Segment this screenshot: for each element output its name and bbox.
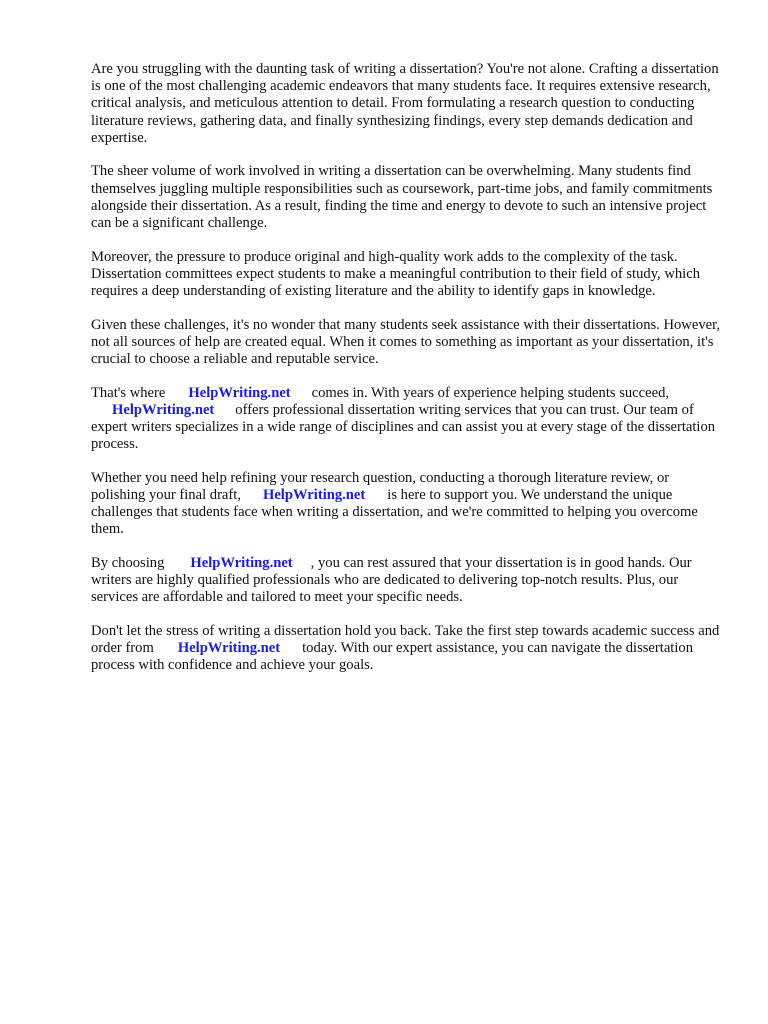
text-segment: is here to support you. We understand the unique challenges that students face when writing a dissertation, and we're committed to helping you overcome them.	[91, 487, 698, 538]
text-segment: today. With our expert assistance, you can navigate the dissertation process with confidence and achieve your goals.	[91, 640, 694, 674]
text-segment: By choosing	[91, 555, 165, 572]
helpwriting-link[interactable]: HelpWriting.net	[188, 384, 291, 401]
paragraph-challenges: Given these challenges, it's no wonder that many students seek assistance with their dissertations. However, not all sources of help are created equal. When it comes to something as important as your dissertation, it's crucial to choose a reliable and reputable service.	[91, 316, 721, 368]
text-segment: offers professional dissertation writing services that you can trust. Our team of expert writers specializes in a wide range of disciplines and can assist you at every stage of the dissertation process.	[91, 401, 716, 453]
paragraph-workload: The sheer volume of work involved in writing a dissertation can be overwhelming. Many students find themselves juggling multiple responsibilities such as coursework, part-time jobs, and family commitments alongside their dissertation. As a result, finding the time and energy to devote to such an intensive project can be a significant challenge.	[91, 163, 713, 232]
text-segment: Don't let the stress of writing a dissertation hold you back. Take the first step towards academic success and order from	[91, 623, 720, 657]
helpwriting-link[interactable]: HelpWriting.net	[190, 555, 293, 572]
text-segment: comes in. With years of experience helping students succeed,	[311, 384, 670, 401]
paragraph-pressure: Moreover, the pressure to produce original and high-quality work adds to the complexity of the task. Dissertation committees expect students to make a meaningful contribution to their field of study, which requires a deep understanding of existing literature and the ability to identify gaps in knowledge.	[91, 248, 701, 300]
text-segment: That's where	[91, 384, 166, 401]
paragraph-choosing	[91, 555, 723, 607]
document-body	[91, 61, 723, 691]
helpwriting-link[interactable]: HelpWriting.net	[262, 487, 366, 504]
paragraph-intro: Are you struggling with the daunting task of writing a dissertation? You're not alone. Crafting a dissertation is one of the most challenging academic endeavors that many students face. It requires extensive research, critical analysis, and meticulous attention to detail. From formulating a research question to conducting literature reviews, gathering data, and finally synthesizing findings, every step demands dedication and expertise.	[91, 61, 719, 146]
paragraph-service-intro	[91, 385, 723, 454]
paragraph-support	[91, 470, 723, 539]
helpwriting-link[interactable]: HelpWriting.net	[177, 640, 281, 657]
text-segment: , you can rest assured that your dissertation is in good hands. Our writers are highly qualified professionals who are dedicated to delivering top-notch results. Plus, our services are affordable and tailored to meet your specific needs.	[91, 555, 692, 606]
text-segment: Whether you need help refining your research question, conducting a thorough literature review, or polishing your final draft,	[91, 469, 670, 504]
paragraph-call-to-action	[91, 623, 723, 675]
helpwriting-link[interactable]: HelpWriting.net	[112, 401, 215, 418]
